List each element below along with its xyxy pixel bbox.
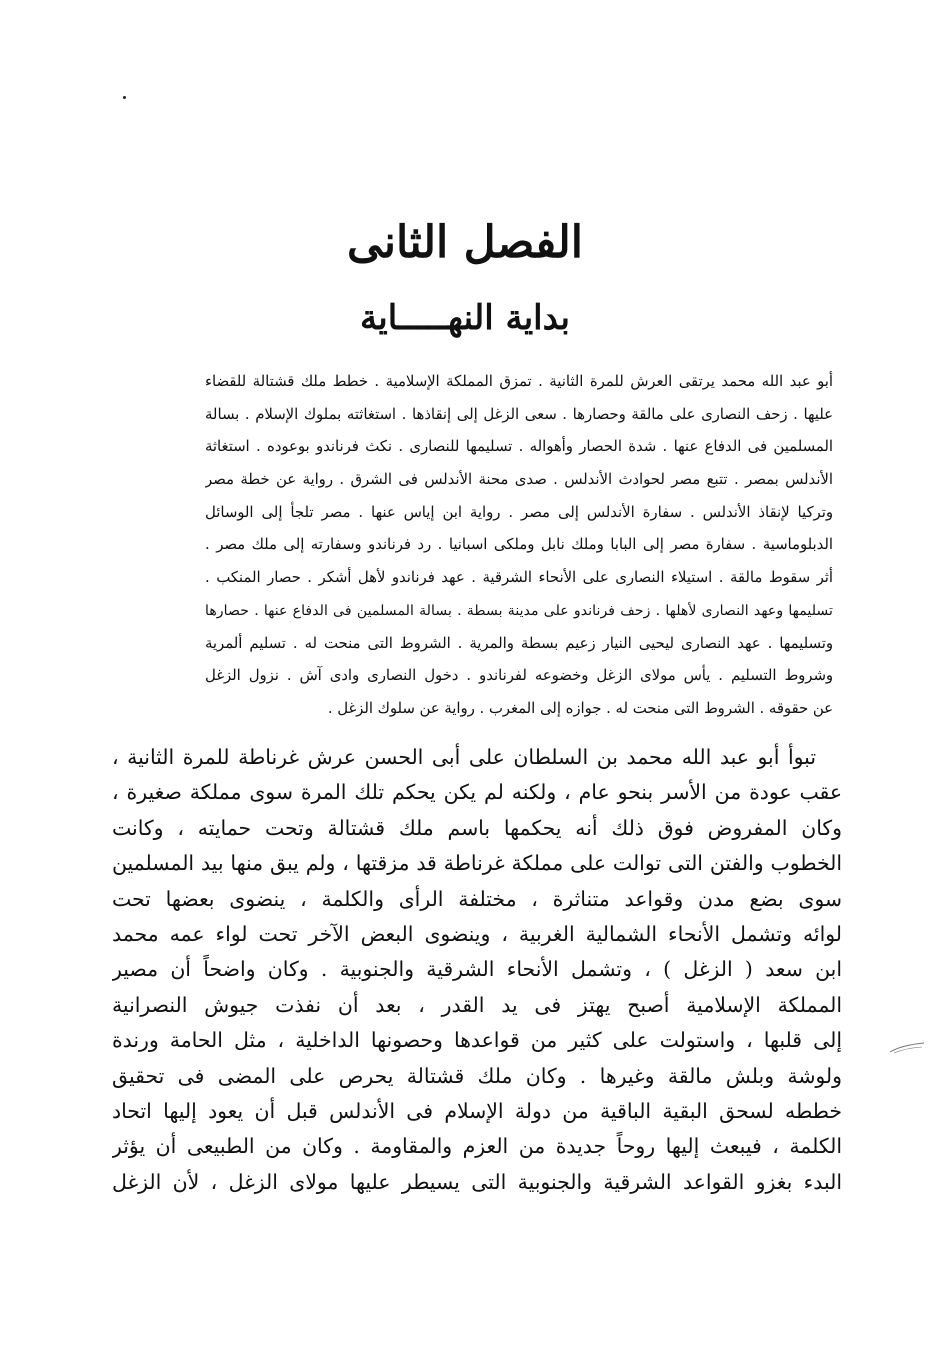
body-paragraph <box>112 740 842 1200</box>
scan-speck <box>123 96 126 99</box>
summary-line: وشروط التسليم . يأس مولاى الزغل وخضوعه لفرناندو . دخول النصارى وادى آش . نزول الزغل <box>205 667 833 685</box>
body-line: لوائه وتشمل الأنحاء الشمالية الغربية ، وينضوى البعض الآخر تحت لواء عمه محمد <box>112 921 842 946</box>
margin-pencil-mark <box>888 1041 926 1055</box>
body-line: إلى قلبها ، واستولت على كثير من قواعدها وحصونها الداخلية ، مثل الحامة ورندة <box>112 1028 842 1053</box>
summary-line: الدبلوماسية . سفارة مصر إلى البابا وملك نابل وملكى اسبانيا . رد فرناندو وسفارته إلى ملك مصر . <box>205 536 833 554</box>
body-line: خططه لسحق البقية الباقية من دولة الإسلام فى الأندلس قبل أن يعود إليها اتحاد <box>112 1098 842 1123</box>
chapter-subtitle: بداية النهـــــاية <box>360 298 570 338</box>
summary-line: وتركيا لإنقاذ الأندلس . سفارة الأندلس إلى مصر . رواية ابن إياس عنها . مصر تلجأ إلى الوسائل <box>205 503 833 521</box>
summary-line: أثر سقوط مالقة . استيلاء النصارى على الأنحاء الشرقية . عهد فرناندو لأهل أشكر . حصار المنكب . <box>205 569 833 587</box>
summary-line: المسلمين فى الدفاع عنها . شدة الحصار وأهواله . تسليمها للنصارى . نكث فرناندو بوعوده . استغاثة <box>205 438 833 456</box>
summary-line: عليها . زحف النصارى على مالقة وحصارها . سعى الزغل إلى إنقاذها . استغاثته بملوك الإسلام . بسالة <box>205 405 833 423</box>
summary-line: عن حقوقه . الشروط التى منحت له . جوازه إلى المغرب . رواية عن سلوك الزغل . <box>327 699 833 717</box>
body-line: ابن سعد ( الزغل ) ، وتشمل الأنحاء الشرقية والجنوبية . وكان واضحاً أن مصير <box>112 957 842 982</box>
body-line: عقب عودة من الأسر بنحو عام ، ولكنه لم يكن يحكم تلك المرة سوى مملكة صغيرة ، <box>112 780 842 805</box>
body-line: ولوشة وبلش مالقة وغيرها . وكان ملك قشتالة يحرص على المضى فى تحقيق <box>112 1063 842 1088</box>
body-line: الخطوب والفتن التى توالت على مملكة غرناطة قد مزقتها ، ولم يبق منها بيد المسلمين <box>112 851 842 876</box>
body-line: وكان المفروض فوق ذلك أنه يحكمها باسم ملك قشتالة وتحت حمايته ، وكانت <box>112 815 842 840</box>
body-line: البدء بغزو القواعد الشرقية والجنوبية التى يسيطر عليها مولاى الزغل ، لأن الزغل <box>112 1169 842 1194</box>
summary-line: تسليمها وعهد النصارى لأهلها . زحف فرناندو على مدينة بسطة . بسالة المسلمين فى الدفاع عنها . حصارها <box>205 602 833 619</box>
chapter-summary <box>205 366 833 726</box>
chapter-title: الفصل الثانى <box>347 217 583 268</box>
summary-line: الأندلس بمصر . تتبع مصر لحوادث الأندلس . صدى محنة الأندلس فى الشرق . رواية عن خطة مصر <box>205 471 833 489</box>
body-line: المملكة الإسلامية أصبح يهتز فى يد القدر ، بعد أن نفذت جيوش النصرانية <box>112 992 842 1017</box>
body-line: سوى بضع مدن وقواعد متناثرة ، مختلفة الرأى والكلمة ، ينضوى بعضها تحت <box>112 886 842 911</box>
summary-line: وتسليمها . عهد النصارى ليحيى النيار زعيم بسطة والمرية . الشروط التى منحت له . تسليم ألمرية <box>205 634 833 652</box>
summary-line: أبو عبد الله محمد يرتقى العرش للمرة الثانية . تمزق المملكة الإسلامية . خطط ملك قشتالة للقضاء <box>205 373 833 390</box>
body-line: تبوأ أبو عبد الله محمد بن السلطان على أبى الحسن عرش غرناطة للمرة الثانية ، <box>112 745 816 769</box>
body-line: الكلمة ، فيبعث إليها روحاً جديدة من العزم والمقاومة . وكان من الطبيعى أن يؤثر <box>112 1134 842 1159</box>
